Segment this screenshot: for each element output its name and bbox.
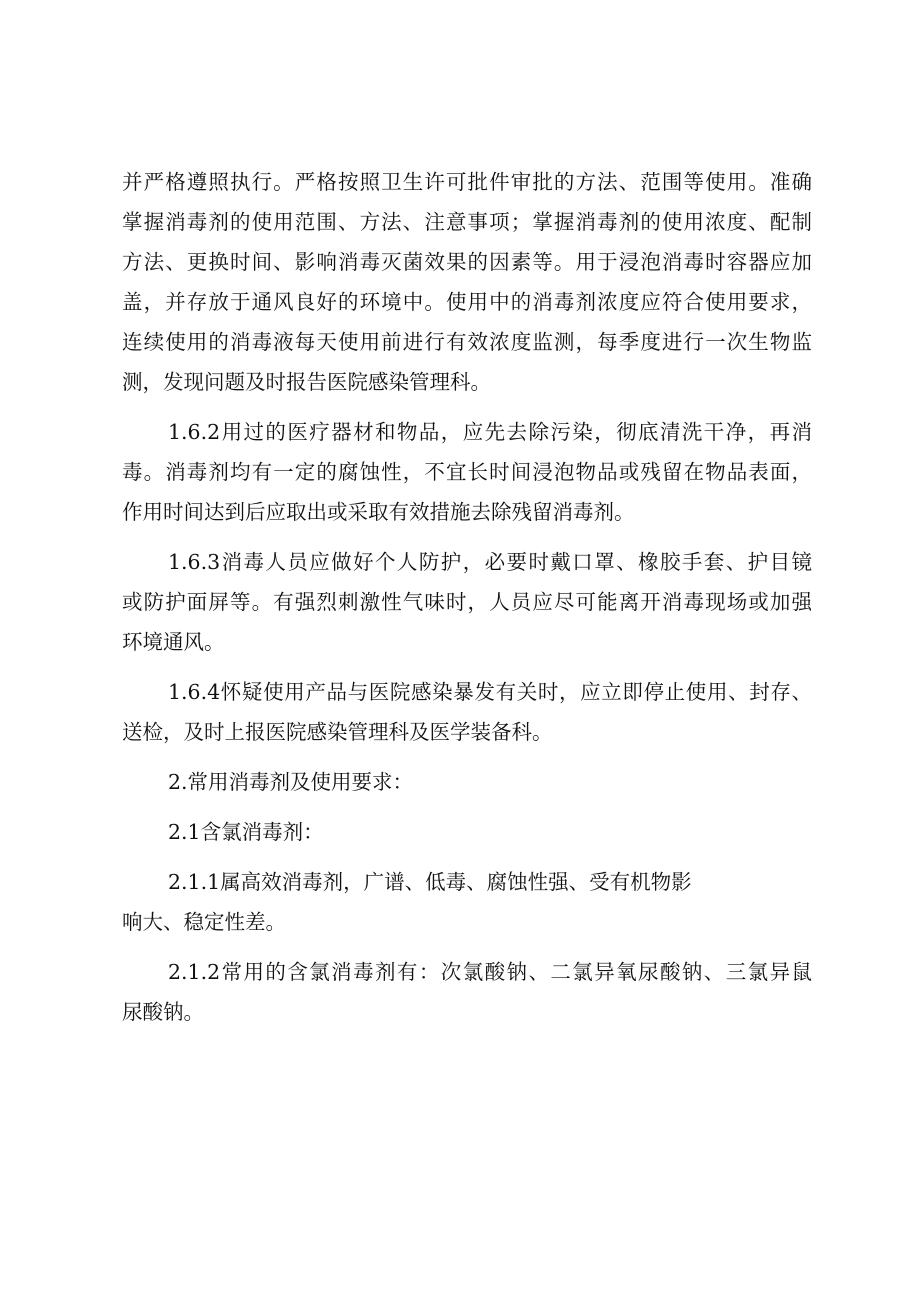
text-line: 1.6.3消毒人员应做好个人防护，必要时戴口罩、橡胶手套、护目镜 <box>168 550 812 574</box>
paragraph-1-6-3 <box>122 542 812 662</box>
text-line: 1.6.4怀疑使用产品与医院感染暴发有关时，应立即停止使用、封存、 <box>168 680 812 704</box>
paragraph-1-6-2 <box>122 412 812 532</box>
text-line: 作用时间达到后应取出或采取有效措施去除残留消毒剂。 <box>122 500 635 524</box>
paragraph-2-1-1 <box>122 862 812 942</box>
text-line: 2.1.2常用的含氯消毒剂有：次氯酸钠、二氯异氧尿酸钠、三氯异鼠 <box>168 960 812 984</box>
section-heading: 2.1含氯消毒剂： <box>168 820 324 844</box>
text-line: 响大、稳定性差。 <box>122 910 286 934</box>
text-line: 毒。消毒剂均有一定的腐蚀性，不宜长时间浸泡物品或残留在物品表面， <box>122 460 812 484</box>
text-line: 方法、更换时间、影响消毒灭菌效果的因素等。用于浸泡消毒时容器应加 <box>122 250 812 274</box>
text-line: 2.1.1属高效消毒剂，广谱、低毒、腐蚀性强、受有机物影 <box>168 870 692 894</box>
section-heading-2 <box>122 762 812 802</box>
text-line: 盖，并存放于通风良好的环境中。使用中的消毒剂浓度应符合使用要求， <box>122 290 812 314</box>
text-line: 1.6.2用过的医疗器材和物品，应先去除污染，彻底清洗干净，再消 <box>168 420 812 444</box>
text-line: 掌握消毒剂的使用范围、方法、注意事项；掌握消毒剂的使用浓度、配制 <box>122 210 812 234</box>
text-line: 环境通风。 <box>122 630 225 654</box>
text-line: 尿酸钠。 <box>122 1000 204 1024</box>
text-line: 并严格遵照执行。严格按照卫生许可批件审批的方法、范围等使用。准确 <box>122 170 812 194</box>
text-line: 送检，及时上报医院感染管理科及医学装备科。 <box>122 720 553 744</box>
text-line: 测，发现问题及时报告医院感染管理科。 <box>122 370 491 394</box>
paragraph-1-6-4 <box>122 672 812 752</box>
section-heading-2-1 <box>122 812 812 852</box>
paragraph-intro-continuation <box>122 162 812 402</box>
text-line: 或防护面屏等。有强烈刺激性气味时，人员应尽可能离开消毒现场或加强 <box>122 590 812 614</box>
document-body <box>122 162 812 1032</box>
paragraph-2-1-2 <box>122 952 812 1032</box>
section-heading: 2.常用消毒剂及使用要求： <box>168 770 414 794</box>
text-line: 连续使用的消毒液每天使用前进行有效浓度监测，每季度进行一次生物监 <box>122 330 812 354</box>
